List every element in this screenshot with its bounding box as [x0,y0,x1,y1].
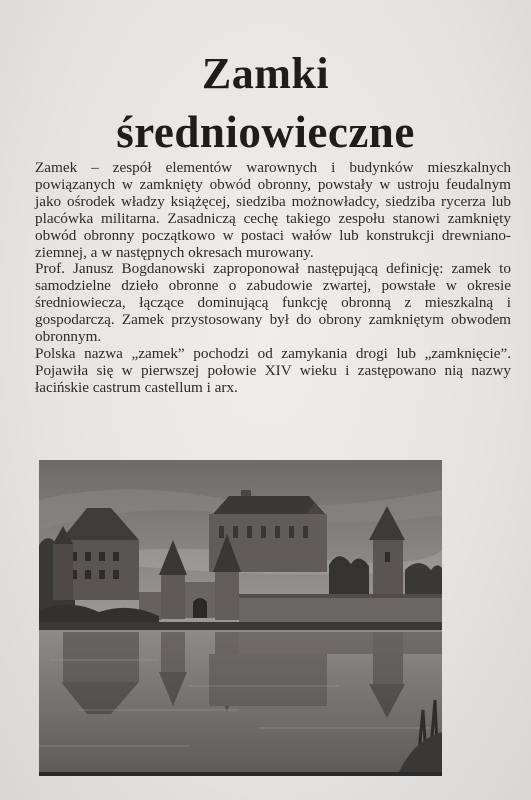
title-line-2: średniowieczne [116,107,415,157]
paragraph-etymology: Polska nazwa „zamek” pochodzi od zamykania drogi lub „zamknięcie”. Pojawiła się w pierwszej połowie XIV wieku i zastępowano nią nazwy łacińskie castrum castellum i arx. [35,344,511,396]
castle-photo [39,460,442,776]
paragraph-definition: Zamek – zespół elementów warownych i budynków mieszkalnych powiązanych w zamknięty obwód obronny, powstały w ustroju feudalnym jako ośrodek władzy książęcej, siedziba możnowładcy, siedziba rycerza lub placówka militarna. Zasadniczą cechę takiego zespołu stanowi zamknięty obwód obronny początkowo w postaci wałów lub konstrukcji drewniano-ziemnej, a w następnych okresach murowany. [35,159,511,261]
body-text [35,160,511,397]
paragraph-bogdanowski: Prof. Janusz Bogdanowski zaproponował następującą definicję: zamek to samodzielne dzieło obronne o zabudowie zwartej, powstałe w okresie średniowiecza, łączące dominującą funkcję obronną z mieszkalną i gospodarczą. Zamek przystosowany był do obrony zamkniętym obwodem obronnym. [35,260,511,346]
title-line-1: Zamki [201,49,330,98]
